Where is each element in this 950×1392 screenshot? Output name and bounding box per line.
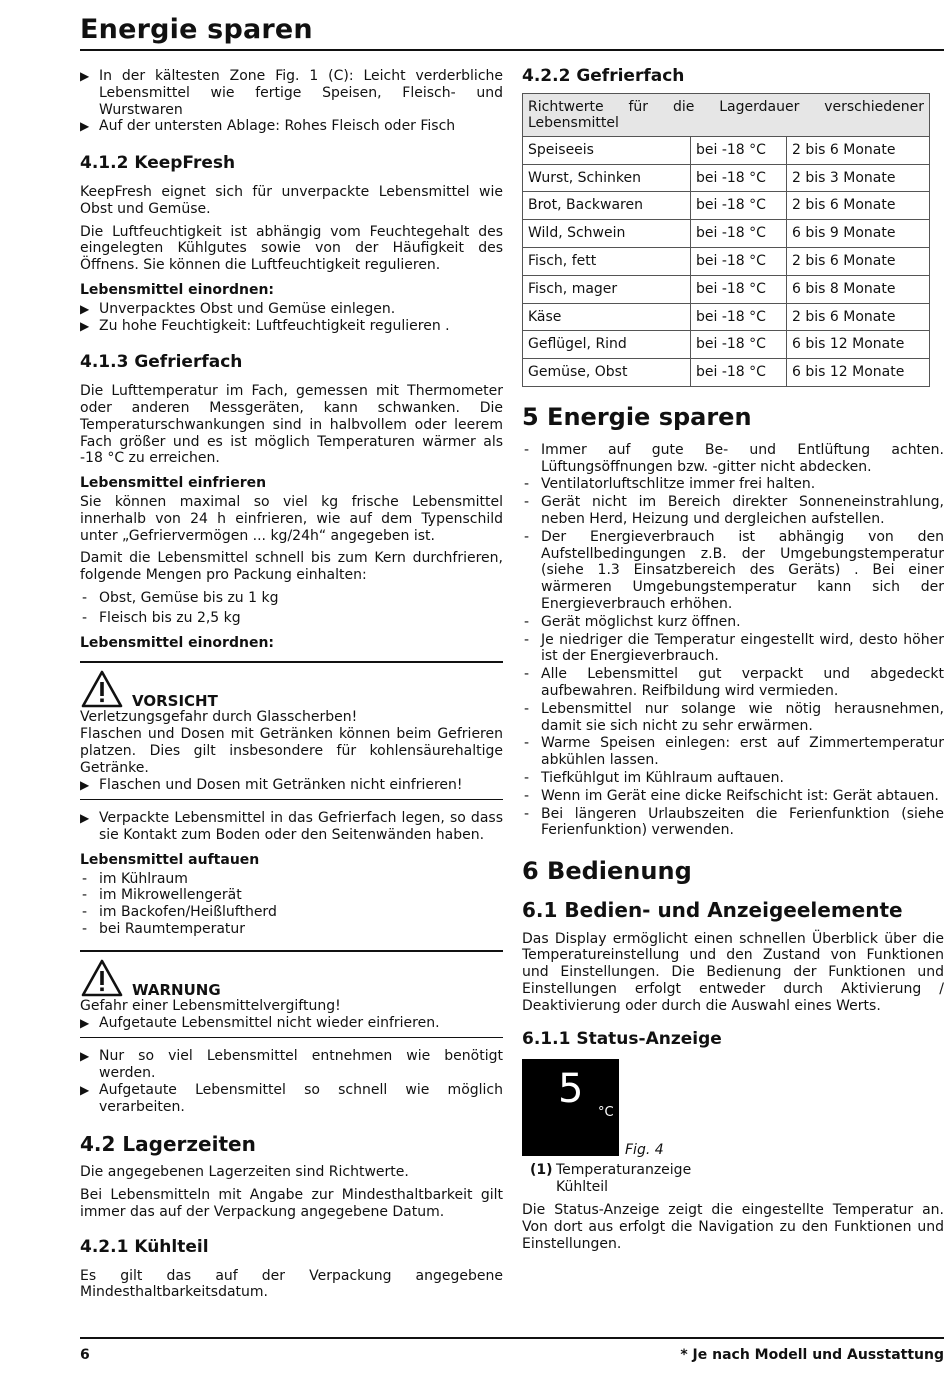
list-item: - Alle Lebensmittel gut verpackt und abgedeckt aufbewahren. Reifbildung wird vermieden. — [522, 666, 944, 700]
table-row — [523, 247, 930, 275]
table-cell: bei -18 °C — [691, 164, 787, 192]
after-caution-list — [80, 810, 503, 844]
keepfresh-list — [80, 301, 503, 335]
legend-text: Temperaturanzeige Kühlteil — [556, 1162, 692, 1196]
warning-title: WARNUNG — [132, 980, 221, 999]
table-row — [523, 359, 930, 387]
paragraph: Bei Lebensmitteln mit Angabe zur Mindesthaltbarkeit gilt immer das auf der Verpackung angegebene Datum. — [80, 1187, 503, 1221]
list-item: ▶ Aufgetaute Lebensmittel so schnell wie möglich verarbeiten. — [80, 1082, 503, 1116]
table-row — [523, 136, 930, 164]
table-cell: bei -18 °C — [691, 192, 787, 220]
list-item: - Lebensmittel nur solange wie nötig herausnehmen, damit sie sich nicht zu sehr erwärmen. — [522, 701, 944, 735]
list-item: ▶ Unverpacktes Obst und Gemüse einlegen. — [80, 301, 503, 318]
status-display — [522, 1059, 619, 1156]
section-heading-anzeigeelemente: 6.1 Bedien- und Anzeigeelemente — [522, 897, 903, 922]
table-cell: 6 bis 12 Monate — [787, 359, 930, 387]
list-item: - Der Energieverbrauch ist abhängig von den Aufstellbedingungen z.B. der Umgebungstemperatur (siehe 1.3 Einsatzbereich des Geräts) . Bei einer wärmeren Umgebungstemperatur kann sich der Energieverbrauch erhöhen. — [522, 529, 944, 613]
table-cell: Brot, Backwaren — [523, 192, 691, 220]
warning-triangle-icon — [80, 958, 124, 998]
intro-list — [80, 68, 503, 135]
list-item: - Warme Speisen einlegen: erst auf Zimmertemperatur abkühlen lassen. — [522, 735, 944, 769]
table-cell: bei -18 °C — [691, 275, 787, 303]
list-item: - Wenn im Gerät eine dicke Reifschicht ist: Gerät abtauen. — [522, 788, 944, 805]
display-unit: °C — [598, 1105, 614, 1121]
page-title: Energie sparen — [80, 14, 313, 45]
table-cell: bei -18 °C — [691, 303, 787, 331]
table-cell: Wurst, Schinken — [523, 164, 691, 192]
paragraph: Damit die Lebensmittel schnell bis zum Kern durchfrieren, folgende Mengen pro Packung einhalten: — [80, 550, 503, 584]
caution-action: ▶ Flaschen und Dosen mit Getränken nicht einfrieren! — [80, 777, 503, 794]
table-row — [523, 275, 930, 303]
paragraph: Die angegebenen Lagerzeiten sind Richtwerte. — [80, 1164, 409, 1181]
list-item: ▶ Verpackte Lebensmittel in das Gefrierfach legen, so dass sie Kontakt zum Boden oder den Seitenwänden haben. — [80, 810, 503, 844]
thaw-list — [80, 871, 503, 938]
storage-table — [522, 93, 930, 387]
paragraph: Die Lufttemperatur im Fach, gemessen mit Thermometer oder anderen Messgeräten, kann schwanken. Die Temperaturschwankungen sind in halbvollem oder leerem Fach größer und es ist möglich Temperaturen wärmer als -18 °C zu erreichen. — [80, 383, 503, 467]
paragraph: Das Display ermöglicht einen schnellen Überblick über die Temperatureinstellung und den Zustand von Funktionen und Einstellungen. Die Bedienung der Funktionen und Einstellungen erfolgt entweder durch Aktivierung / Deaktivierung oder durch die Auswahl eines Werts. — [522, 930, 944, 1014]
table-cell: Wild, Schwein — [523, 220, 691, 248]
table-cell: bei -18 °C — [691, 331, 787, 359]
list-item: - Tiefkühlgut im Kühlraum auftauen. — [522, 770, 944, 787]
list-item: - Immer auf gute Be- und Entlüftung achten. Lüftungsöffnungen bzw. -gitter nicht abdecken. — [522, 442, 944, 476]
table-row — [523, 331, 930, 359]
table-row — [523, 164, 930, 192]
label-sort-freezer: Lebensmittel einordnen: — [80, 634, 275, 651]
table-cell: Fisch, fett — [523, 247, 691, 275]
table-cell: 2 bis 6 Monate — [787, 136, 930, 164]
label-freeze: Lebensmittel einfrieren — [80, 475, 267, 492]
caution-text: Flaschen und Dosen mit Getränken können beim Gefrieren platzen. Dies gilt insbesondere für kohlensäurehaltige Getränke. — [80, 726, 503, 776]
label-sort-keepfresh: Lebensmittel einordnen: — [80, 281, 275, 298]
list-item: ▶ In der kältesten Zone Fig. 1 (C): Leicht verderbliche Lebensmittel wie fertige Speisen, Fleisch- und Wurstwaren — [80, 68, 503, 118]
table-caption: Richtwerte für die Lagerdauer verschiedener Lebensmittel — [523, 93, 930, 136]
list-item: - bei Raumtemperatur — [80, 921, 503, 938]
legend-number: (1) — [530, 1162, 553, 1179]
list-item: - Gerät möglichst kurz öffnen. — [522, 614, 944, 631]
warning-action: ▶ Aufgetaute Lebensmittel nicht wieder einfrieren. — [80, 1015, 503, 1032]
list-item: ▶ Zu hohe Feuchtigkeit: Luftfeuchtigkeit regulieren . — [80, 318, 503, 335]
warning-line: Gefahr einer Lebensmittelvergiftung! — [80, 997, 341, 1014]
table-cell: Gemüse, Obst — [523, 359, 691, 387]
list-item: - Obst, Gemüse bis zu 1 kg — [80, 590, 503, 607]
warning-box — [80, 950, 503, 1039]
section-heading-gefrierfach: 4.1.3 Gefrierfach — [80, 352, 243, 373]
table-cell: 6 bis 9 Monate — [787, 220, 930, 248]
list-item: - im Mikrowellengerät — [80, 887, 503, 904]
caution-action-list — [80, 777, 503, 794]
label-thaw: Lebensmittel auftauen — [80, 851, 260, 868]
table-row — [523, 220, 930, 248]
section-heading-bedienung: 6 Bedienung — [522, 857, 692, 886]
after-warning-list — [80, 1048, 503, 1115]
status-display-figure — [522, 1059, 944, 1156]
section-heading-keepfresh: 4.1.2 KeepFresh — [80, 153, 236, 174]
table-row — [523, 303, 930, 331]
right-column — [522, 68, 944, 1258]
list-item: - Fleisch bis zu 2,5 kg — [80, 610, 503, 627]
list-item: - Ventilatorluftschlitze immer frei halten. — [522, 476, 944, 493]
section-heading-energie: 5 Energie sparen — [522, 402, 752, 431]
figure-legend — [530, 1162, 944, 1196]
table-cell: 2 bis 6 Monate — [787, 303, 930, 331]
figure-label: Fig. 4 — [625, 1141, 664, 1158]
section-heading-kuehlteil: 4.2.1 Kühlteil — [80, 1236, 209, 1257]
list-item: - Gerät nicht im Bereich direkter Sonneneinstrahlung, neben Herd, Heizung und dergleichen aufstellen. — [522, 494, 944, 528]
page-footer — [80, 1337, 944, 1363]
paragraph: Die Luftfeuchtigkeit ist abhängig vom Feuchtegehalt des eingelegten Kühlgutes sowie von der Häufigkeit des Öffnens. Sie können die Luftfeuchtigkeit regulieren. — [80, 223, 503, 274]
table-cell: bei -18 °C — [691, 136, 787, 164]
page-header — [80, 14, 944, 51]
paragraph: Sie können maximal so viel kg frische Lebensmittel innerhalb von 24 h einfrieren, wie auf dem Typenschild unter „Gefriervermögen ... kg/24h“ angegeben ist. — [80, 493, 503, 544]
table-cell: Geflügel, Rind — [523, 331, 691, 359]
amount-list — [80, 590, 503, 627]
table-cell: bei -18 °C — [691, 359, 787, 387]
table-cell: Speiseeis — [523, 136, 691, 164]
paragraph: Es gilt das auf der Verpackung angegebene Mindesthaltbarkeitsdatum. — [80, 1267, 503, 1301]
list-item: - Bei längeren Urlaubszeiten die Ferienfunktion (siehe Ferienfunktion) verwenden. — [522, 806, 944, 840]
section-heading-status: 6.1.1 Status-Anzeige — [522, 1028, 722, 1049]
table-cell: Käse — [523, 303, 691, 331]
left-column — [80, 68, 503, 1307]
page-number: 6 — [80, 1347, 90, 1363]
list-item: - Je niedriger die Temperatur eingestellt wird, desto höher ist der Energieverbrauch. — [522, 632, 944, 666]
warning-action-list — [80, 1015, 503, 1032]
table-row — [523, 192, 930, 220]
table-cell: 6 bis 12 Monate — [787, 331, 930, 359]
list-item: ▶ Nur so viel Lebensmittel entnehmen wie benötigt werden. — [80, 1048, 503, 1082]
table-cell: Fisch, mager — [523, 275, 691, 303]
energy-list — [522, 442, 944, 839]
table-cell: 2 bis 3 Monate — [787, 164, 930, 192]
section-heading-freezer-table: 4.2.2 Gefrierfach — [522, 66, 685, 86]
display-temperature: 5 — [558, 1066, 584, 1113]
table-cell: bei -18 °C — [691, 247, 787, 275]
list-item: ▶ Auf der untersten Ablage: Rohes Fleisch oder Fisch — [80, 118, 503, 135]
list-item: - im Backofen/Heißluftherd — [80, 904, 503, 921]
list-item: - im Kühlraum — [80, 871, 503, 888]
table-cell: 2 bis 6 Monate — [787, 247, 930, 275]
caution-title: VORSICHT — [132, 692, 218, 711]
paragraph: KeepFresh eignet sich für unverpackte Lebensmittel wie Obst und Gemüse. — [80, 183, 503, 217]
caution-box — [80, 661, 503, 800]
footer-note: * Je nach Modell und Ausstattung — [680, 1347, 944, 1363]
warning-triangle-icon — [80, 669, 124, 709]
table-cell: 2 bis 6 Monate — [787, 192, 930, 220]
table-cell: bei -18 °C — [691, 220, 787, 248]
caution-line: Verletzungsgefahr durch Glasscherben! — [80, 709, 358, 726]
paragraph: Die Status-Anzeige zeigt die eingestellte Temperatur an. Von dort aus erfolgt die Navigation zu den Funktionen und Einstellungen. — [522, 1202, 944, 1252]
section-heading-lagerzeiten: 4.2 Lagerzeiten — [80, 1131, 256, 1156]
table-cell: 6 bis 8 Monate — [787, 275, 930, 303]
